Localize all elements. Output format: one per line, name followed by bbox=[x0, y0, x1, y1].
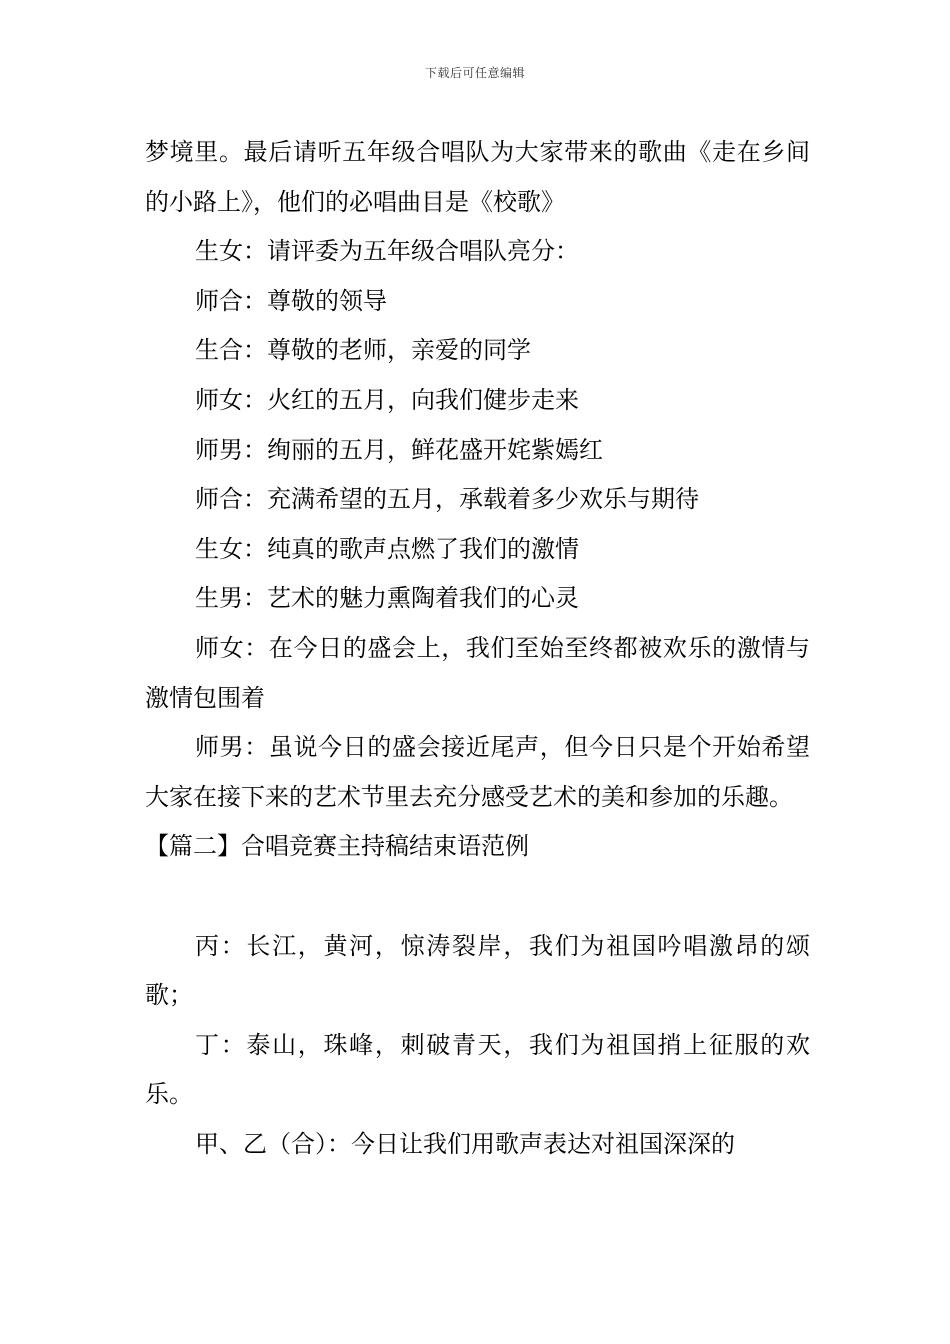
dialogue-line: 师女：火红的五月，向我们健步走来 bbox=[195, 385, 579, 414]
dialogue-line: 甲、乙（合）：今日让我们用歌声表达对祖国深深的 bbox=[195, 1129, 735, 1158]
dialogue-line: 生女：纯真的歌声点燃了我们的激情 bbox=[195, 534, 579, 563]
paragraph-continuation: 梦境里。最后请听五年级合唱队为大家带来的歌曲《走在乡间的小路上》，他们的必唱曲目是《校歌》 bbox=[145, 138, 810, 216]
dialogue-line: 师合：充满希望的五月，承载着多少欢乐与期待 bbox=[195, 485, 699, 514]
dialogue-line: 丙：长江，黄河，惊涛裂岸，我们为祖国吟唱激昂的颂歌； bbox=[145, 931, 810, 1010]
dialogue-line: 师男：绚丽的五月，鲜花盛开姹紫嫣红 bbox=[195, 435, 603, 464]
dialogue-line: 生男：艺术的魅力熏陶着我们的心灵 bbox=[195, 584, 579, 613]
dialogue-line: 丁：泰山，珠峰，刺破青天，我们为祖国捎上征服的欢乐。 bbox=[145, 1030, 810, 1109]
section-heading: 【篇二】合唱竞赛主持稿结束语范例 bbox=[145, 832, 529, 861]
dialogue-line: 师男：虽说今日的盛会接近尾声，但今日只是个开始希望大家在接下来的艺术节里去充分感受艺术的美和参加的乐趣。 bbox=[145, 733, 810, 811]
dialogue-line: 师合：尊敬的领导 bbox=[195, 286, 387, 315]
page-header: 下载后可任意编辑 bbox=[424, 66, 525, 80]
dialogue-line: 师女：在今日的盛会上，我们至始至终都被欢乐的激情与激情包围着 bbox=[145, 633, 810, 712]
dialogue-line: 生女：请评委为五年级合唱队亮分： bbox=[195, 237, 579, 266]
dialogue-line: 生合：尊敬的老师，亲爱的同学 bbox=[195, 336, 531, 365]
blank-line bbox=[145, 872, 810, 922]
document-body bbox=[145, 128, 810, 1169]
